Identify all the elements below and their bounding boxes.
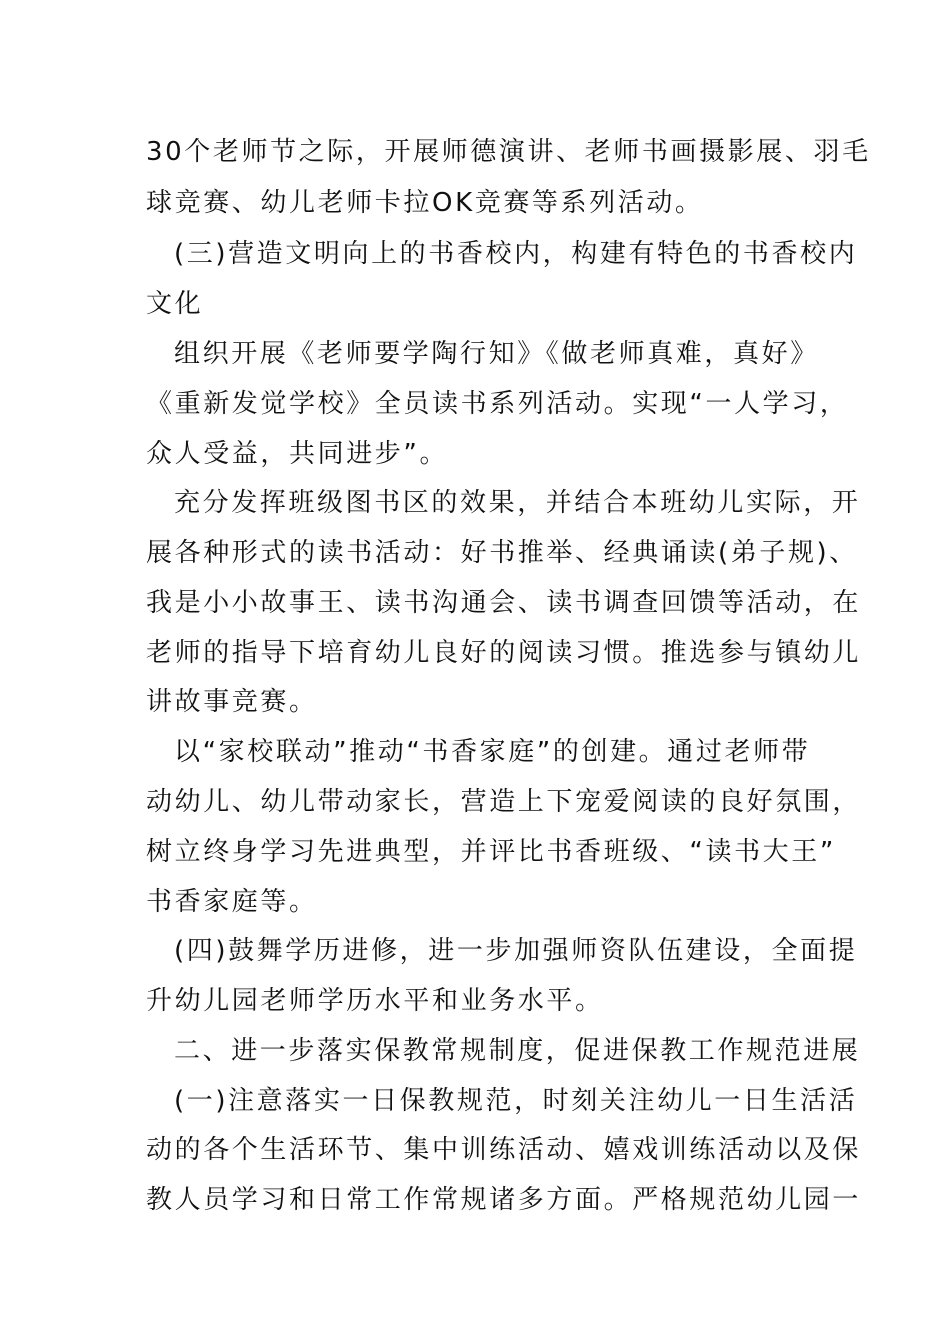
- chapter-heading: 二、进一步落实保教常规制度，促进保教工作规范进展: [174, 1036, 861, 1066]
- section-heading: (四)鼓舞学历进修，进一步加强师资队伍建设，全面提: [174, 936, 858, 966]
- text-line: 球竞赛、幼儿老师卡拉OK竞赛等系列活动。: [146, 188, 704, 218]
- text-line: 动幼儿、幼儿带动家长，营造上下宠爱阅读的良好氛围，: [146, 787, 862, 817]
- text-line: 老师的指导下培育幼儿良好的阅读习惯。推选参与镇幼儿: [146, 638, 862, 668]
- text-line: 树立终身学习先进典型，并评比书香班级、“读书大王”: [146, 837, 836, 867]
- text-line: 展各种形式的读书活动：好书推举、经典诵读(弟子规)、: [146, 538, 858, 568]
- text-line: 讲故事竞赛。: [146, 687, 318, 717]
- text-line: 组织开展《老师要学陶行知》《做老师真难，真好》: [174, 339, 819, 369]
- section-heading: 升幼儿园老师学历水平和业务水平。: [146, 986, 604, 1016]
- text-line: 我是小小故事王、读书沟通会、读书调查回馈等活动，在: [146, 588, 862, 618]
- text-line: 众人受益，共同进步”。: [146, 439, 449, 469]
- section-heading: 文化: [146, 289, 204, 319]
- text-line: 30个老师节之际，开展师德演讲、老师书画摄影展、羽毛: [146, 137, 871, 167]
- section-heading: (三)营造文明向上的书香校内，构建有特色的书香校内: [174, 239, 858, 269]
- text-line: 教人员学习和日常工作常规诸多方面。严格规范幼儿园一: [146, 1185, 862, 1215]
- text-line: 充分发挥班级图书区的效果，并结合本班幼儿实际，开: [174, 488, 861, 518]
- text-line: 以“家校联动”推动“书香家庭”的创建。通过老师带: [174, 737, 811, 767]
- text-line: 动的各个生活环节、集中训练活动、嬉戏训练活动以及保: [146, 1135, 862, 1165]
- text-line: 书香家庭等。: [146, 887, 318, 917]
- text-line: 《重新发觉学校》全员读书系列活动。实现“一人学习，: [146, 389, 849, 419]
- section-heading: (一)注意落实一日保教规范，时刻关注幼儿一日生活活: [174, 1086, 858, 1116]
